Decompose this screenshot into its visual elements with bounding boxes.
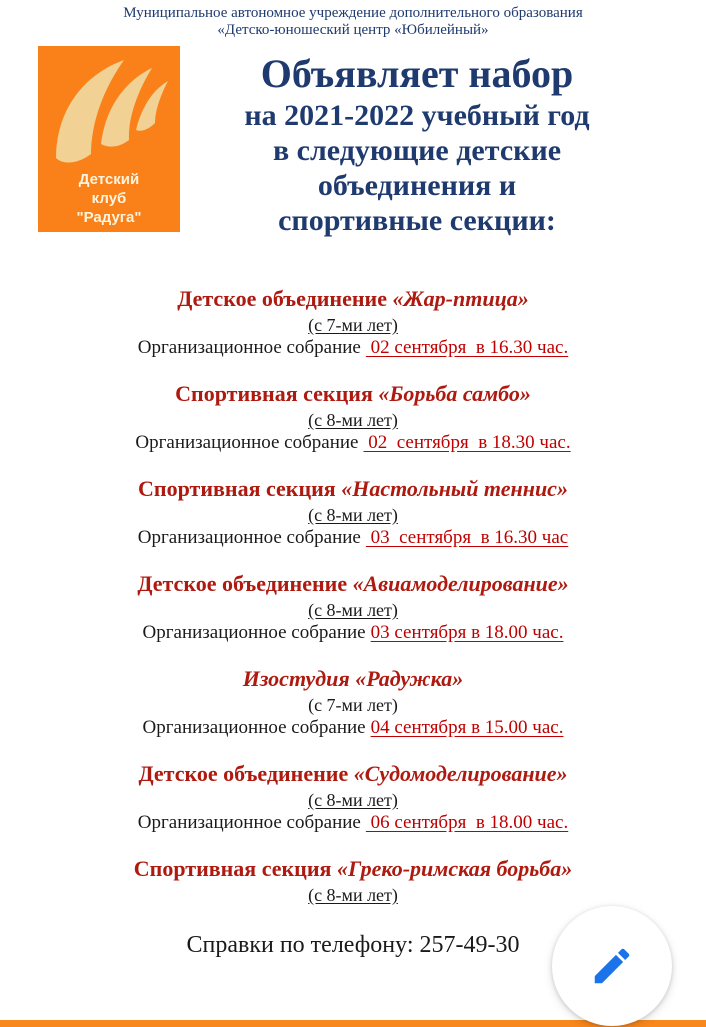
- age-note: [0, 409, 706, 431]
- program-section-sudomodeling: [0, 761, 706, 835]
- age-text: (с 7-ми лет): [308, 315, 398, 335]
- section-type: Спортивная секция: [175, 381, 373, 406]
- title-line2: на 2021-2022 учебный год: [244, 99, 590, 132]
- section-name: «Судомоделирование»: [353, 761, 568, 786]
- pencil-icon: [589, 943, 635, 989]
- meeting-line: [0, 431, 706, 455]
- section-name: «Настольный теннис»: [341, 476, 568, 501]
- section-type: Спортивная секция: [138, 476, 336, 501]
- meeting-datetime: 02 сентября в 18.30 час.: [363, 432, 571, 453]
- meeting-datetime: 03 сентября в 18.00 час.: [370, 622, 564, 643]
- programs-list: [0, 286, 706, 960]
- section-title: [0, 761, 706, 787]
- program-section-zhar-ptitsa: [0, 286, 706, 360]
- logo-label-line: "Радуга": [76, 209, 142, 226]
- age-note: [0, 599, 706, 621]
- section-title: [0, 286, 706, 312]
- age-note: [0, 694, 706, 716]
- section-type: Детское объединение: [137, 571, 348, 596]
- sail-logo-icon: [46, 54, 172, 166]
- section-title: [0, 476, 706, 502]
- age-text: (с 8-ми лет): [308, 410, 398, 430]
- meeting-line: [0, 336, 706, 360]
- meeting-datetime: 03 сентября в 16.30 час: [365, 527, 569, 548]
- meeting-datetime: 04 сентября в 15.00 час.: [370, 717, 564, 738]
- section-title: [0, 666, 706, 692]
- edit-fab-button[interactable]: [552, 906, 672, 1026]
- organization-name-line1: Муниципальное автономное учреждение дополнительного образования: [123, 5, 583, 21]
- section-type: Изостудия: [242, 666, 350, 691]
- program-section-tennis: [0, 476, 706, 550]
- age-text: (с 8-ми лет): [308, 505, 398, 525]
- title-line5: спортивные секции:: [278, 204, 556, 237]
- meeting-line: [0, 621, 706, 645]
- title-line4: объединения и: [317, 169, 517, 202]
- section-type: Детское объединение: [138, 761, 349, 786]
- program-section-izostudiya: [0, 666, 706, 740]
- section-name: «Жар-птица»: [392, 286, 529, 311]
- title-line3: в следующие детские: [272, 134, 562, 167]
- age-text: (с 7-ми лет): [308, 695, 398, 715]
- meeting-datetime: 02 сентября в 16.30 час.: [365, 337, 569, 358]
- program-section-greco-roman: [0, 856, 706, 906]
- meeting-line: [0, 526, 706, 550]
- age-note: [0, 884, 706, 906]
- meeting-label: Организационное собрание: [142, 717, 366, 738]
- announcement-title: [180, 50, 654, 238]
- meeting-label: Организационное собрание: [142, 622, 366, 643]
- section-type: Спортивная секция: [133, 856, 332, 881]
- meeting-label: Организационное собрание: [137, 337, 361, 358]
- phone-info: Справки по телефону: 257-49-30: [186, 932, 520, 958]
- organization-header: [0, 0, 706, 39]
- age-text: (с 8-ми лет): [308, 600, 398, 620]
- age-text: (с 8-ми лет): [308, 885, 398, 905]
- section-name: «Греко-римская борьба»: [336, 856, 573, 881]
- club-logo-label: [76, 170, 141, 227]
- program-section-sambo: [0, 381, 706, 455]
- meeting-line: [0, 716, 706, 740]
- section-title: [0, 381, 706, 407]
- logo-label-line: Детский: [78, 171, 140, 188]
- meeting-label: Организационное собрание: [137, 527, 361, 548]
- age-note: [0, 314, 706, 336]
- title-line1: Объявляет набор: [260, 51, 574, 96]
- club-logo: [38, 46, 180, 232]
- organization-name-line2: «Детско-юношеский центр «Юбилейный»: [217, 22, 489, 38]
- section-name: «Борьба самбо»: [378, 381, 531, 406]
- section-type: Детское объединение: [177, 286, 387, 311]
- age-note: [0, 789, 706, 811]
- meeting-label: Организационное собрание: [137, 812, 361, 833]
- section-name: «Авиамоделирование»: [352, 571, 569, 596]
- section-title: [0, 571, 706, 597]
- meeting-datetime: 06 сентября в 18.00 час.: [365, 812, 569, 833]
- meeting-label: Организационное собрание: [135, 432, 359, 453]
- age-text: (с 8-ми лет): [308, 790, 398, 810]
- age-note: [0, 504, 706, 526]
- section-name: «Радужка»: [355, 666, 464, 691]
- meeting-line: [0, 811, 706, 835]
- section-title: [0, 856, 706, 882]
- program-section-aviamodeling: [0, 571, 706, 645]
- logo-label-line: клуб: [91, 190, 127, 207]
